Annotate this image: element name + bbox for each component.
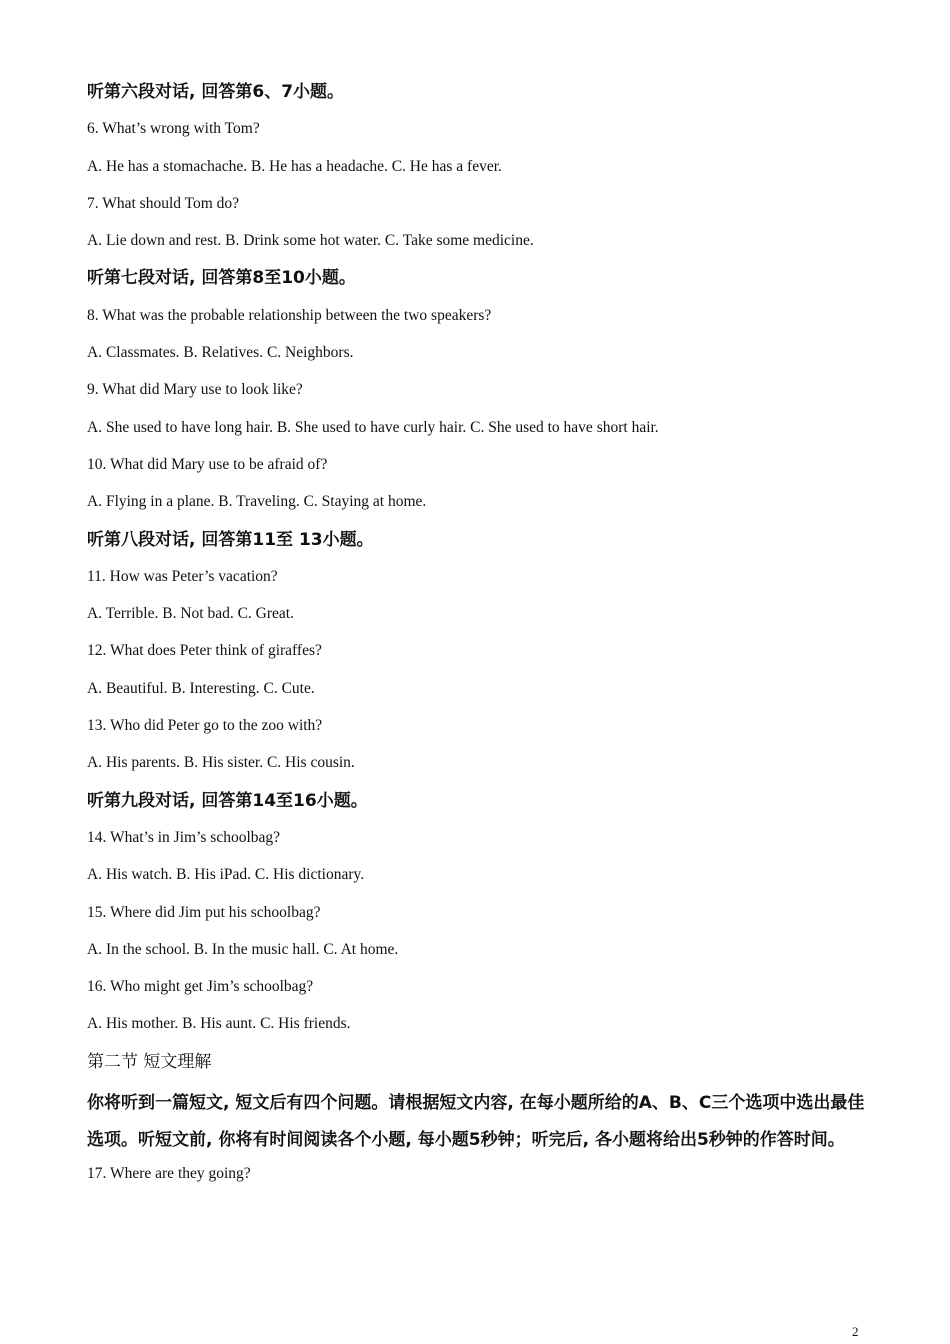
- question-line: A. Lie down and rest. B. Drink some hot water. C. Take some medicine.: [87, 232, 534, 250]
- question-line: A. Beautiful. B. Interesting. C. Cute.: [87, 679, 315, 697]
- document-page: [87, 78, 877, 1197]
- question-line: 13. Who did Peter go to the zoo with?: [87, 717, 323, 735]
- question-line: 9. What did Mary use to look like?: [87, 381, 303, 399]
- question-line: 6. What’s wrong with Tom?: [87, 120, 260, 138]
- question-line: A. His parents. B. His sister. C. His cousin.: [87, 754, 355, 772]
- question-line: 7. What should Tom do?: [87, 194, 240, 212]
- section-heading: 听第九段对话, 回答第14至16小题。: [87, 790, 368, 811]
- question-line: 15. Where did Jim put his schoolbag?: [87, 903, 321, 921]
- question-line: 10. What did Mary use to be afraid of?: [87, 455, 328, 473]
- section-instruction: 你将听到一篇短文, 短文后有四个问题。请根据短文内容, 在每小题所给的A、B、C三个选项中选出最佳选项。听短文前, 你将有时间阅读各个小题, 每小题5秒钟；听完后, 各小题将给出5秒钟的作答时间。: [87, 1093, 865, 1151]
- section-heading: 听第八段对话, 回答第11至 13小题。: [87, 529, 374, 550]
- page-number: 2: [852, 1324, 859, 1339]
- question-line: 11. How was Peter’s vacation?: [87, 567, 278, 585]
- section-heading: 听第七段对话, 回答第8至10小题。: [87, 268, 356, 289]
- question-line: A. She used to have long hair. B. She used to have curly hair. C. She used to have short hair.: [87, 418, 659, 436]
- question-line: 12. What does Peter think of giraffes?: [87, 642, 322, 660]
- question-line: A. His mother. B. His aunt. C. His friends.: [87, 1015, 351, 1033]
- question-list: [87, 78, 877, 1085]
- question-line: A. Terrible. B. Not bad. C. Great.: [87, 605, 294, 623]
- question-line: A. Classmates. B. Relatives. C. Neighbors.: [87, 344, 354, 362]
- question-line: 8. What was the probable relationship between the two speakers?: [87, 306, 492, 324]
- question-line: A. His watch. B. His iPad. C. His dictionary.: [87, 866, 365, 884]
- question-line: A. Flying in a plane. B. Traveling. C. Staying at home.: [87, 493, 427, 511]
- section-heading: 听第六段对话, 回答第6、7小题。: [87, 82, 345, 102]
- question-line: A. In the school. B. In the music hall. C. At home.: [87, 940, 399, 958]
- question-17: 17. Where are they going?: [87, 1164, 251, 1182]
- question-line: A. He has a stomachache. B. He has a headache. C. He has a fever.: [87, 157, 502, 175]
- part-heading: 第二节 短文理解: [87, 1051, 212, 1072]
- question-line: 16. Who might get Jim’s schoolbag?: [87, 978, 314, 996]
- question-line: 14. What’s in Jim’s schoolbag?: [87, 828, 281, 846]
